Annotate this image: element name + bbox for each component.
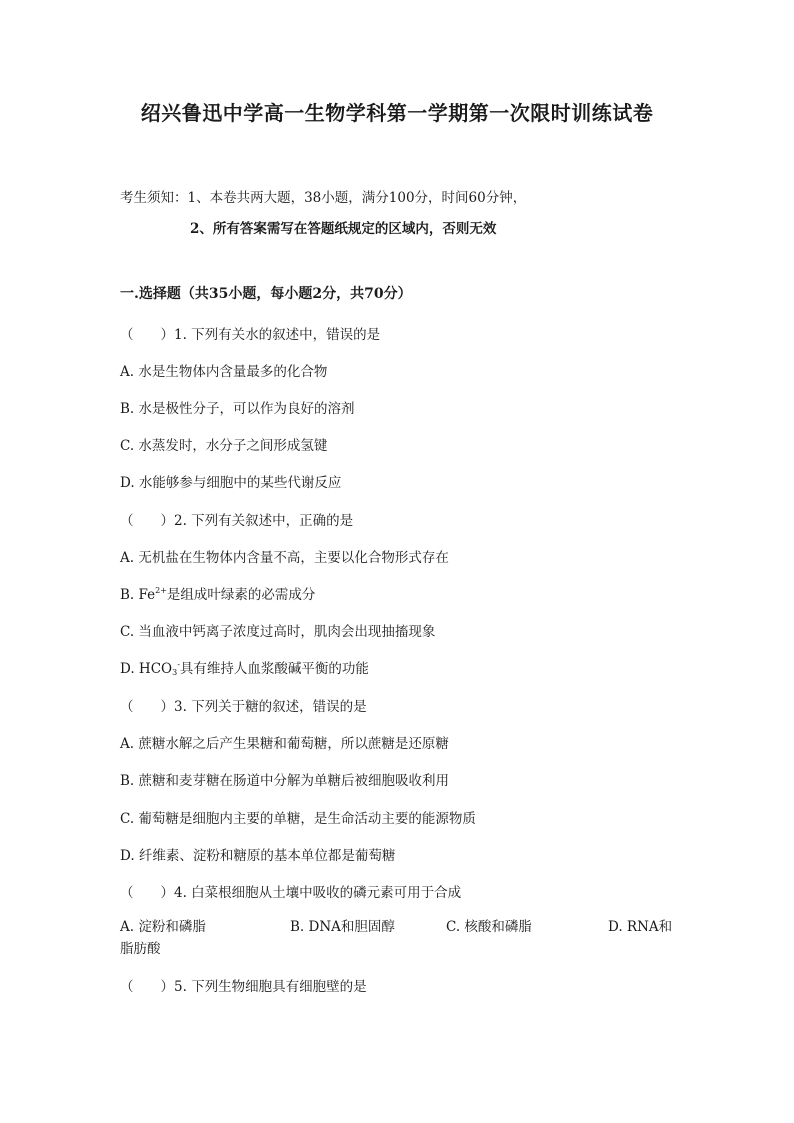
question-4-option-b: B. DNA和胆固醇 [290, 919, 395, 935]
iron-symbol: B. Fe [120, 587, 156, 603]
question-3-option-c: C. 葡萄糖是细胞内主要的单糖，是生命活动主要的能源物质 [120, 811, 476, 827]
question-4-option-d: D. RNA和 [608, 919, 673, 935]
question-2-option-d [120, 657, 369, 677]
question-2-option-b [120, 583, 315, 603]
question-1-stem: （ ）1. 下列有关水的叙述中，错误的是 [120, 327, 381, 343]
bicarbonate-symbol: D. HCO [120, 661, 173, 677]
question-3-option-a: A. 蔗糖水解之后产生果糖和葡萄糖，所以蔗糖是还原糖 [120, 736, 449, 752]
exam-title: 绍兴鲁迅中学高一生物学科第一学期第一次限时训练试卷 [140, 101, 654, 125]
question-4-option-a: A. 淀粉和磷脂 [120, 919, 206, 935]
question-3-stem: （ ）3. 下列关于糖的叙述，错误的是 [120, 699, 367, 715]
question-1-option-b: B. 水是极性分子，可以作为良好的溶剂 [120, 401, 355, 417]
question-4-stem: （ ）4. 白菜根细胞从土壤中吸收的磷元素可用于合成 [120, 885, 462, 901]
question-4-option-d-continued: 脂肪酸 [120, 941, 161, 957]
question-1-option-a: A. 水是生物体内含量最多的化合物 [120, 364, 328, 380]
question-2-option-c: C. 当血液中钙离子浓度过高时，肌肉会出现抽搐现象 [120, 624, 436, 640]
notice-line-1: 考生须知：1、本卷共两大题，38小题，满分100分，时间60分钟， [120, 190, 527, 206]
section-heading: 一.选择题（共35小题，每小题2分，共70分） [120, 286, 412, 302]
question-3-option-d: D. 纤维素、淀粉和糖原的基本单位都是葡萄糖 [120, 848, 396, 864]
bicarbonate-charge: - [177, 660, 180, 669]
question-4-options [120, 915, 680, 935]
question-3-option-b: B. 蔗糖和麦芽糖在肠道中分解为单糖后被细胞吸收利用 [120, 773, 450, 789]
question-2-stem: （ ）2. 下列有关叙述中，正确的是 [120, 513, 354, 529]
question-2-option-d-text: 具有维持人血浆酸碱平衡的功能 [179, 661, 369, 677]
notice-line-2: 2、所有答案需写在答题纸规定的区域内，否则无效 [190, 221, 497, 237]
question-1-option-d: D. 水能够参与细胞中的某些代谢反应 [120, 475, 342, 491]
question-2-option-b-text: 是组成叶绿素的必需成分 [166, 587, 316, 603]
question-5-stem: （ ）5. 下列生物细胞具有细胞壁的是 [120, 979, 367, 995]
question-2-option-a: A. 无机盐在生物体内含量不高，主要以化合物形式存在 [120, 550, 449, 566]
iron-charge: 2+ [155, 586, 167, 595]
bicarbonate-subscript: 3 [172, 668, 178, 677]
question-4-option-c: C. 核酸和磷脂 [446, 919, 532, 935]
question-1-option-c: C. 水蒸发时，水分子之间形成氢键 [120, 438, 328, 454]
